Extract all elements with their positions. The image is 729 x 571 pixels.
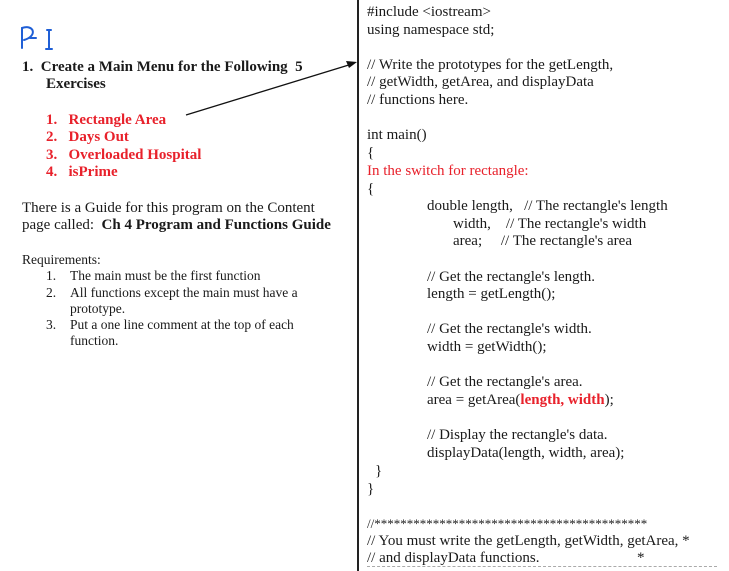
req-1-num: 1.	[46, 268, 57, 283]
code-comment-width: // Get the rectangle's width.	[427, 321, 592, 337]
code-comment-length: // Get the rectangle's length.	[427, 269, 596, 285]
code-comment-prototypes-1: // Write the prototypes for the getLength,	[367, 57, 614, 73]
page-cut-line	[367, 566, 717, 567]
req-3-text-cont: function.	[70, 333, 119, 348]
code-get-area	[427, 392, 614, 409]
menu-item-rectangle-area: 1. Rectangle Area	[46, 112, 167, 128]
code-comment-display: // Display the rectangle's data.	[427, 427, 608, 443]
arrow-head	[346, 61, 357, 68]
req-2-num: 2.	[46, 285, 57, 300]
code-decl-width: width, // The rectangle's width	[453, 216, 647, 232]
code-get-width: width = getWidth();	[427, 339, 547, 355]
req-2-text: All functions except the main must have a	[70, 285, 298, 300]
code-close-brace-inner: }	[375, 463, 383, 479]
code-decl-length: double length, // The rectangle's length	[427, 198, 668, 214]
req-1-text: The main must be the first function	[70, 268, 261, 283]
code-decl-area: area; // The rectangle's area	[453, 233, 632, 249]
guide-line2	[22, 217, 331, 234]
get-area-args: length, width	[520, 392, 605, 408]
menu-item-isprime: 4. isPrime	[46, 164, 118, 180]
get-area-prefix: area = getArea(	[427, 392, 521, 408]
req-3-text: Put a one line comment at the top of each	[70, 317, 294, 332]
code-star-banner: //******************************************	[367, 516, 648, 531]
code-display-data: displayData(length, width, area);	[427, 445, 625, 461]
code-switch-note: In the switch for rectangle:	[367, 163, 529, 179]
guide-title: Ch 4 Program and Functions Guide	[101, 217, 331, 233]
code-open-brace: {	[367, 145, 375, 161]
code-close-brace-outer: }	[367, 481, 375, 497]
menu-item-days-out: 2. Days Out	[46, 129, 129, 145]
code-namespace: using namespace std;	[367, 22, 495, 38]
guide-prefix: page called:	[22, 217, 102, 233]
guide-line1: There is a Guide for this program on the Content	[22, 200, 315, 216]
column-divider	[357, 0, 359, 571]
code-main: int main()	[367, 127, 427, 143]
exercise-title-line2: Exercises	[46, 76, 106, 92]
req-3-num: 3.	[46, 317, 57, 332]
code-get-length: length = getLength();	[427, 286, 556, 302]
handwritten-p1-label	[22, 27, 52, 49]
code-footer-comment-1: // You must write the getLength, getWidth, getArea, *	[367, 533, 690, 549]
get-area-suffix: );	[604, 392, 614, 408]
code-comment-prototypes-2: // getWidth, getArea, and displayData	[367, 74, 594, 90]
code-open-brace-2: {	[367, 181, 375, 197]
code-include: #include <iostream>	[367, 4, 491, 20]
exercise-title-line1: 1. Create a Main Menu for the Following 5	[22, 59, 303, 75]
requirements-heading: Requirements:	[22, 252, 101, 267]
code-footer-comment-2: // and displayData functions. *	[367, 550, 645, 566]
code-comment-area: // Get the rectangle's area.	[427, 374, 583, 390]
menu-item-overloaded-hospital: 3. Overloaded Hospital	[46, 147, 202, 163]
code-comment-prototypes-3: // functions here.	[367, 92, 469, 108]
req-2-text-cont: prototype.	[70, 301, 126, 316]
